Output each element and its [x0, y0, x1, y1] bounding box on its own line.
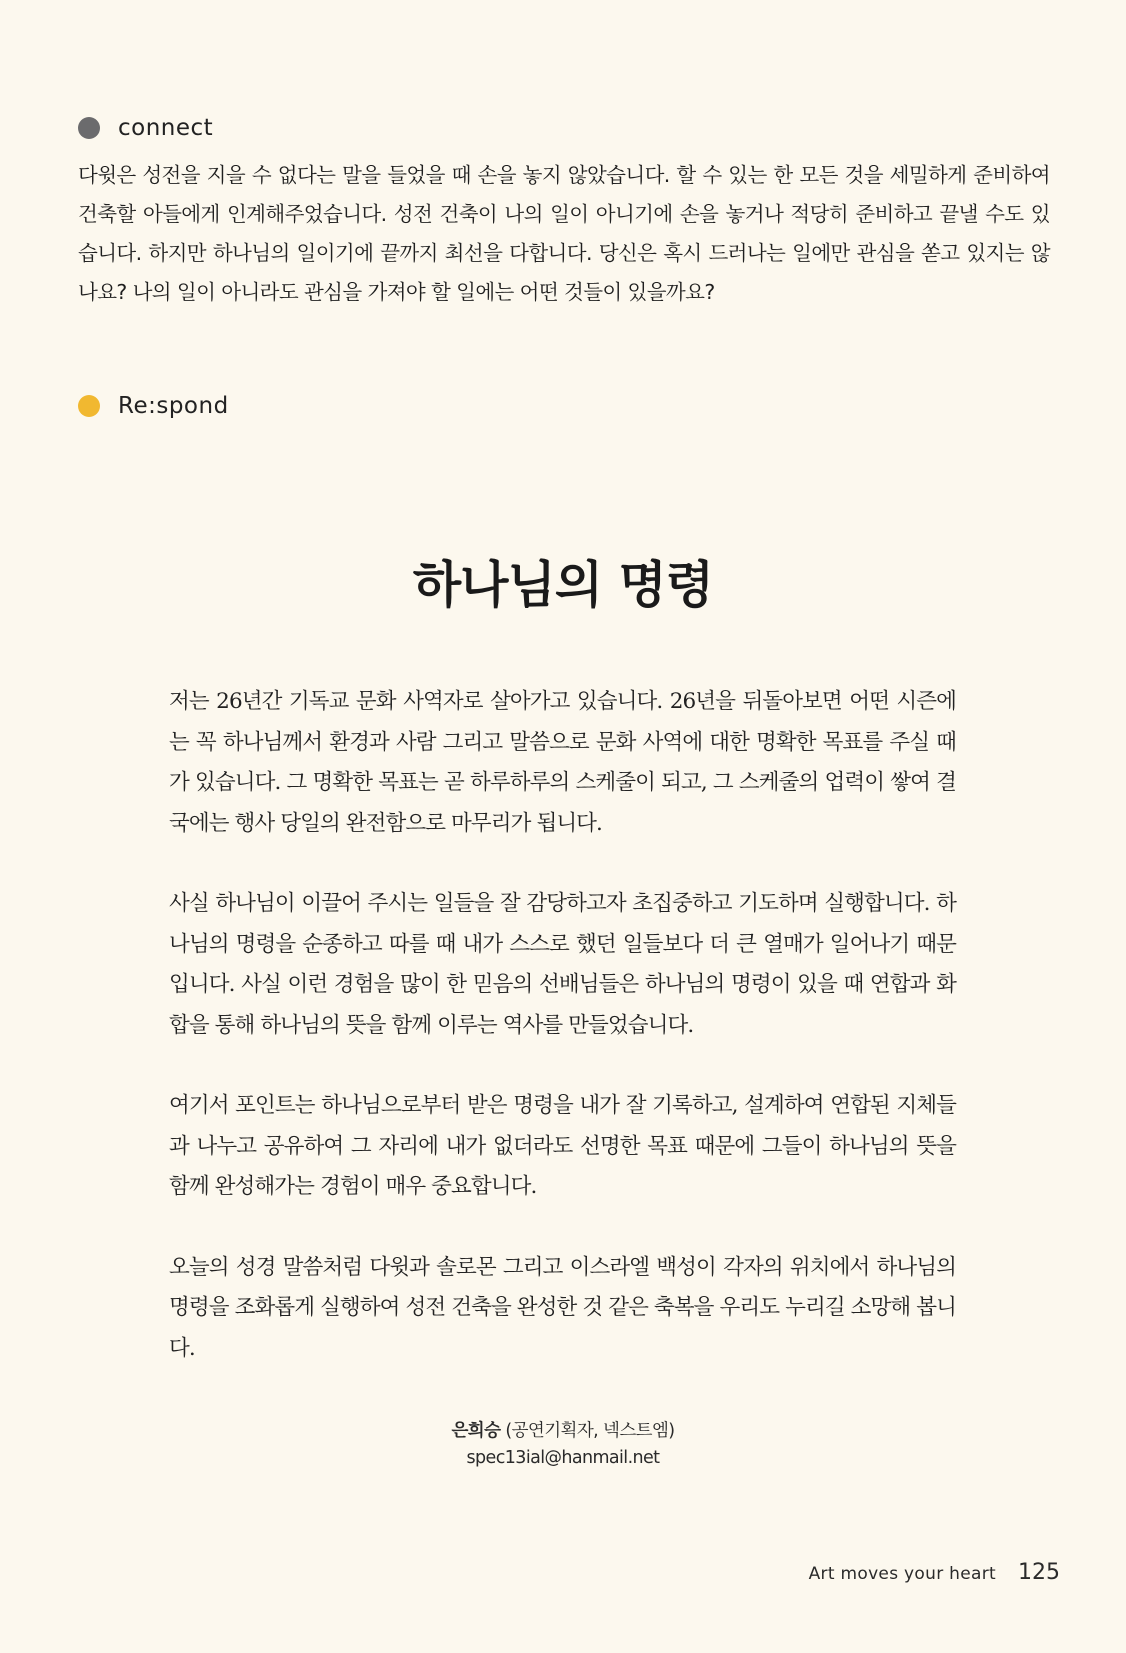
connect-body: 다윗은 성전을 지을 수 없다는 말을 들었을 때 손을 놓지 않았습니다. 할 수 있는 한 모든 것을 세밀하게 준비하여 건축할 아들에게 인계해주었습니다. 성전 건축이 나의 일이 아니기에 손을 놓거나 적당히 준비하고 끝낼 수도 있습니다. 하지만 하나님의 일이기에 끝까지 최선을 다합니다. 당신은 혹시 드러나는 일에만 관심을 쏟고 있지는 않나요? 나의 일이 아니라도 관심을 가져야 할 일에는 어떤 것들이 있을까요? [78, 163, 1050, 304]
connect-bullet-icon [78, 117, 100, 139]
page-footer [809, 1560, 1060, 1585]
respond-bullet-icon [78, 395, 100, 417]
connect-label: connect [118, 115, 214, 141]
article-title-light: 하나님의 [412, 555, 603, 614]
byline [0, 1418, 1126, 1472]
article-body [169, 682, 956, 1409]
article-paragraph: 저는 26년간 기독교 문화 사역자로 살아가고 있습니다. 26년을 뒤돌아보면 어떤 시즌에는 꼭 하나님께서 환경과 사람 그리고 말씀으로 문화 사역에 대한 명확한 목표를 주실 때가 있습니다. 그 명확한 목표는 곧 하루하루의 스케줄이 되고, 그 스케줄의 업력이 쌓여 결국에는 행사 당일의 완전함으로 마무리가 됩니다. [169, 689, 956, 836]
footer-tagline: Art moves your heart [808, 1564, 996, 1584]
article-paragraph: 여기서 포인트는 하나님으로부터 받은 명령을 내가 잘 기록하고, 설계하여 연합된 지체들과 나누고 공유하여 그 자리에 내가 없더라도 선명한 목표 때문에 그들이 하나님의 뜻을 함께 완성해가는 경험이 매우 중요합니다. [169, 1093, 956, 1199]
page-number: 125 [1018, 1560, 1060, 1585]
article-paragraph: 사실 하나님이 이끌어 주시는 일들을 잘 감당하고자 초집중하고 기도하며 실행합니다. 하나님의 명령을 순종하고 따를 때 내가 스스로 했던 일들보다 더 큰 열매가 일어나기 때문입니다. 사실 이런 경험을 많이 한 믿음의 선배님들은 하나님의 명령이 있을 때 연합과 화합을 통해 하나님의 뜻을 함께 이루는 역사를 만들었습니다. [169, 891, 956, 1038]
author-email: spec13ial@hanmail.net [466, 1448, 660, 1468]
article-paragraph: 오늘의 성경 말씀처럼 다윗과 솔로몬 그리고 이스라엘 백성이 각자의 위치에서 하나님의 명령을 조화롭게 실행하여 성전 건축을 완성한 것 같은 축복을 우리도 누리길 소망해 봅니다. [169, 1254, 956, 1361]
article-title-bold: 명령 [618, 555, 714, 614]
author-name: 은희승 [451, 1421, 501, 1441]
article-title [0, 553, 1126, 617]
connect-heading [78, 115, 213, 141]
respond-label: Re:spond [118, 393, 229, 419]
respond-heading [78, 393, 229, 419]
author-line [0, 1418, 1126, 1445]
author-role: (공연기획자, 넥스트엠) [500, 1421, 675, 1441]
